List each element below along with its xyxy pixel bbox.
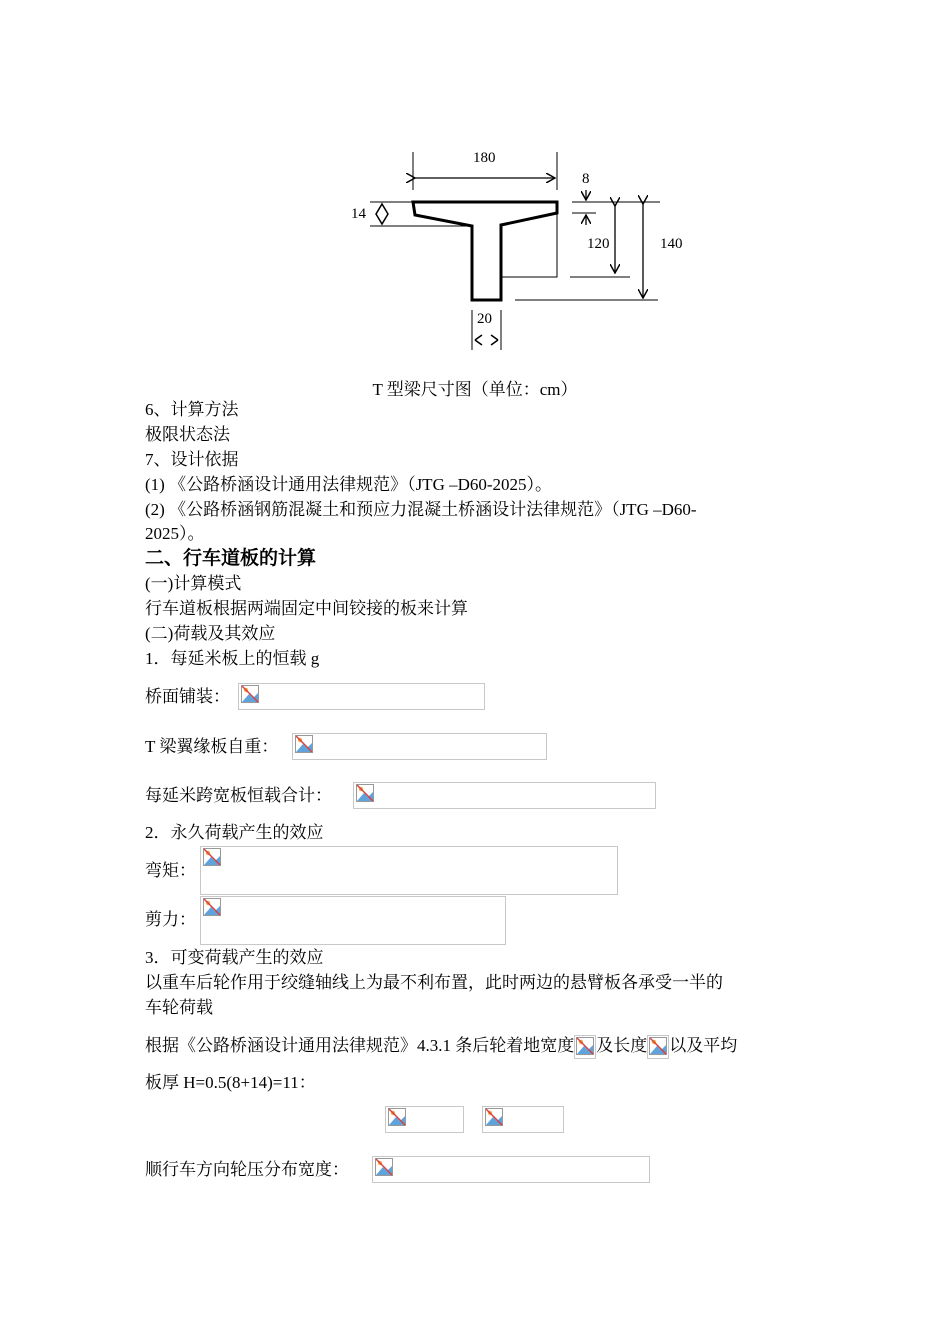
dim-total-height-label: 140 (660, 236, 683, 252)
text-dead-load-total: 每延米跨宽板恒载合计： (145, 786, 332, 805)
section-heading: 二、行车道板的计算 (145, 547, 317, 569)
text-shear-force: 剪力： (145, 910, 196, 929)
broken-image-icon (375, 1158, 393, 1176)
broken-image-icon (356, 784, 374, 802)
broken-image-icon (576, 1037, 594, 1055)
dim-web-width (475, 335, 498, 345)
broken-image-icon (241, 685, 259, 703)
text-load-arrangement: 以重车后轮作用于绞缝轴线上为最不利布置，此时两边的悬臂板各承受一半的 (145, 973, 723, 992)
formula-image (372, 1156, 650, 1183)
formula-image (238, 683, 485, 710)
broken-image-icon (485, 1108, 503, 1126)
text-slab-thickness: 板厚 H=0.5(8+14)=11： (145, 1073, 316, 1092)
text-calc-model-desc: 行车道板根据两端固定中间铰接的板来计算 (145, 599, 468, 618)
text-bending-moment: 弯矩： (145, 861, 196, 880)
text-load-arrangement-cont: 车轮荷载 (145, 998, 213, 1017)
dim-web-width-label: 20 (477, 311, 492, 327)
formula-image (385, 1106, 464, 1133)
text-average: 以及平均 (669, 1035, 738, 1055)
formula-image (353, 782, 656, 809)
text-wheel-contact (145, 1035, 737, 1059)
formula-image (200, 896, 506, 945)
broken-image-icon (203, 848, 221, 866)
text-design-basis: 7、设计依据 (145, 450, 239, 469)
dim-flange-thickness (376, 204, 388, 224)
text-flange-selfweight: T 梁翼缘板自重： (145, 737, 279, 756)
formula-image (647, 1035, 669, 1059)
text-wheel-width: 根据《公路桥涵设计通用法律规范》4.3.1 条后轮着地宽度 (145, 1035, 575, 1055)
text-reference-1: (1) 《公路桥涵设计通用法律规范》（JTG –D60-2025）。 (145, 475, 553, 494)
text-dead-load: 1．每延米板上的恒载 g (145, 649, 320, 668)
dim-flange-top-label: 8 (582, 171, 590, 187)
figure-caption: T 型梁尺寸图（单位：cm） (372, 380, 578, 399)
text-loads-effects: (二)荷载及其效应 (145, 624, 276, 643)
text-reference-2-cont: 2025）。 (145, 524, 205, 543)
text-reference-2: (2) 《公路桥涵钢筋混凝土和预应力混凝土桥涵设计法律规范》（JTG –D60- (145, 500, 697, 519)
text-deck-pavement: 桥面铺装： (145, 687, 230, 706)
formula-image (292, 733, 547, 760)
formula-image (482, 1106, 564, 1133)
dim-web-height-label: 120 (587, 236, 610, 252)
dim-top-width-label: 180 (473, 150, 496, 166)
broken-image-icon (649, 1037, 667, 1055)
t-beam-outline (413, 202, 557, 300)
text-permanent-effect: 2．永久荷载产生的效应 (145, 823, 324, 842)
broken-image-icon (388, 1108, 406, 1126)
formula-image (574, 1035, 596, 1059)
text-calc-model: (一)计算模式 (145, 574, 242, 593)
broken-image-icon (295, 735, 313, 753)
text-calc-method: 6、计算方法 (145, 400, 239, 419)
text-variable-effect: 3．可变荷载产生的效应 (145, 948, 324, 967)
formula-image (200, 846, 618, 895)
text-wheel-length: 及长度 (596, 1035, 648, 1055)
text-limit-state: 极限状态法 (145, 425, 230, 444)
text-distribution-width: 顺行车方向轮压分布宽度： (145, 1160, 349, 1179)
broken-image-icon (203, 898, 221, 916)
t-beam-diagram (330, 140, 690, 360)
dim-flange-thickness-label: 14 (351, 206, 366, 222)
